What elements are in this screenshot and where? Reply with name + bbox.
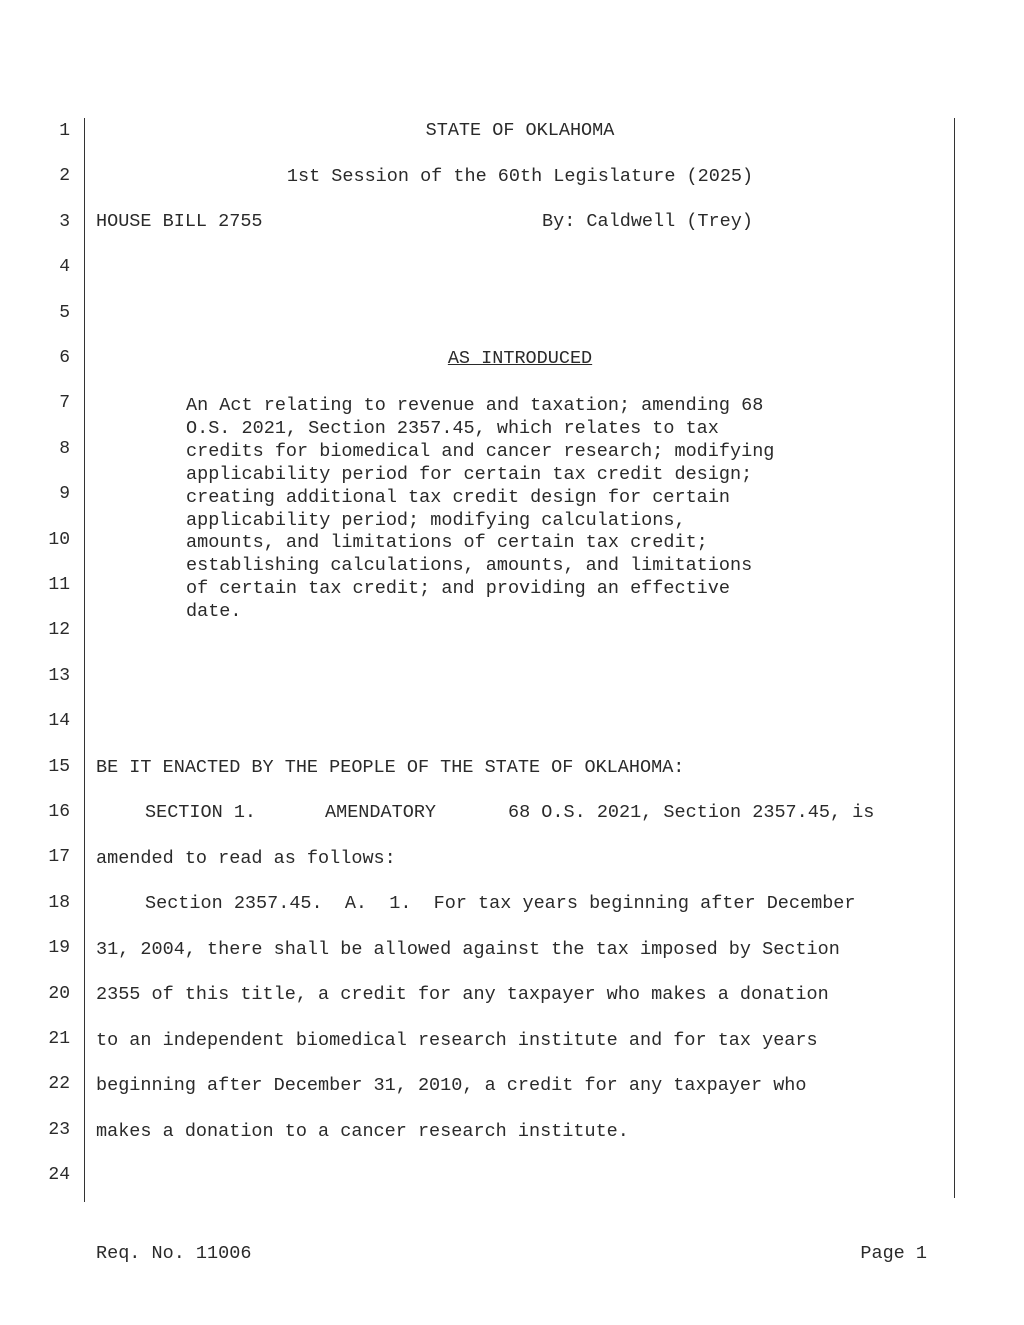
line-number: 4 — [59, 257, 70, 278]
section-type: AMENDATORY — [325, 802, 437, 823]
line-number: 2 — [59, 166, 70, 187]
line-number: 3 — [59, 211, 70, 232]
line-number: 5 — [59, 302, 70, 323]
left-margin-rule — [84, 118, 85, 1202]
status-heading: AS INTRODUCED — [447, 348, 593, 369]
session-heading: 1st Session of the 60th Legislature (2025) — [286, 166, 754, 187]
title-line: O.S. 2021, Section 2357.45, which relates to tax — [186, 417, 719, 439]
section-label: SECTION 1. — [145, 802, 257, 823]
line-number: 20 — [48, 983, 70, 1004]
state-heading: STATE OF OKLAHOMA — [425, 120, 615, 141]
bill-title — [186, 395, 846, 624]
line-number: 22 — [48, 1074, 70, 1095]
line-number: 13 — [48, 665, 70, 686]
title-line: establishing calculations, amounts, and limitations — [186, 555, 753, 577]
line-number: 17 — [48, 847, 70, 868]
line-number: 16 — [48, 802, 70, 822]
line-number: 1 — [59, 121, 70, 141]
title-line: of certain tax credit; and providing an effective — [186, 578, 730, 600]
line-number: 8 — [59, 438, 70, 459]
title-line: credits for biomedical and cancer research; modifying — [186, 440, 775, 462]
title-line: amounts, and limitations of certain tax credit; — [186, 532, 708, 554]
enacting-clause: BE IT ENACTED BY THE PEOPLE OF THE STATE OF OKLAHOMA: — [96, 757, 685, 778]
bill-number: HOUSE BILL 2755 — [96, 211, 263, 232]
line-number: 19 — [48, 938, 70, 959]
title-line: An Act relating to revenue and taxation; amending 68 — [186, 395, 764, 416]
right-margin-rule — [954, 118, 955, 1198]
line-number: 7 — [59, 393, 70, 414]
body-line-19: 31, 2004, there shall be allowed against the tax imposed by Section — [96, 939, 840, 960]
line-number: 14 — [48, 711, 70, 732]
request-number: Req. No. 11006 — [96, 1243, 252, 1264]
line-number: 24 — [48, 1165, 70, 1186]
line-number: 6 — [59, 348, 70, 368]
title-line: date. — [186, 601, 242, 623]
bill-author: By: Caldwell (Trey) — [542, 211, 753, 232]
line-number: 15 — [48, 756, 70, 777]
title-line: creating additional tax credit design for certain — [186, 486, 730, 508]
line-number: 23 — [48, 1119, 70, 1140]
line-number: 9 — [59, 484, 70, 505]
body-line-18: Section 2357.45. A. 1. For tax years beginning after December — [145, 893, 856, 914]
line-number: 21 — [48, 1029, 70, 1049]
body-line-17: amended to read as follows: — [96, 848, 396, 869]
page-number: Page 1 — [860, 1243, 927, 1264]
title-line: applicability period; modifying calculations, — [186, 509, 686, 531]
body-line-22: beginning after December 31, 2010, a credit for any taxpayer who — [96, 1075, 807, 1096]
body-line-20: 2355 of this title, a credit for any taxpayer who makes a donation — [96, 984, 829, 1005]
section-reference: 68 O.S. 2021, Section 2357.45, is — [508, 802, 875, 823]
line-number: 18 — [48, 892, 70, 913]
body-line-21: to an independent biomedical research institute and for tax years — [96, 1030, 818, 1051]
line-number: 11 — [48, 575, 70, 595]
line-number: 12 — [48, 620, 70, 641]
line-number: 10 — [48, 529, 70, 550]
title-line: applicability period for certain tax credit design; — [186, 463, 753, 485]
body-line-23: makes a donation to a cancer research institute. — [96, 1121, 629, 1142]
